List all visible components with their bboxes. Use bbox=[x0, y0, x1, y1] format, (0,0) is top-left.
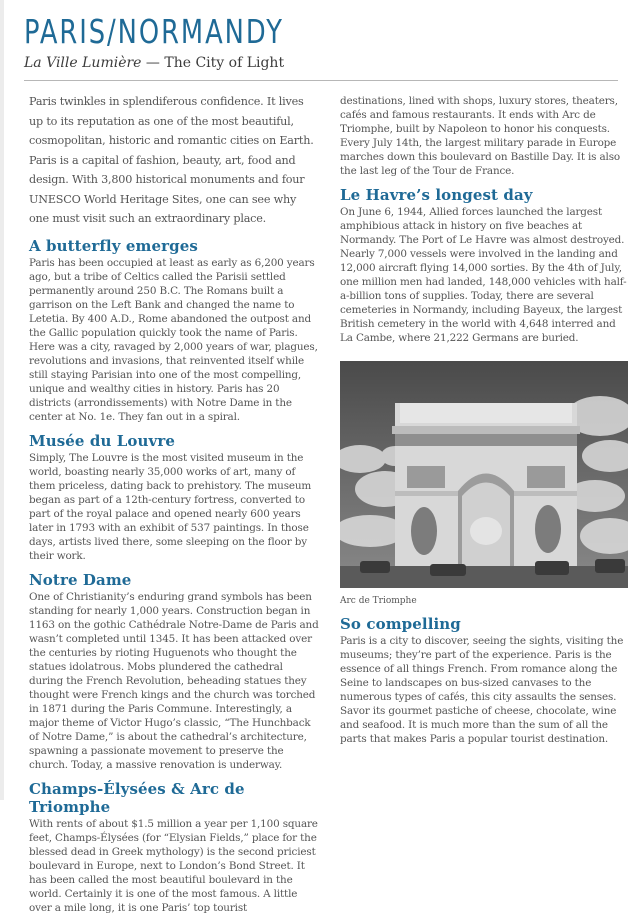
section-heading-le-havre: Le Havre’s longest day bbox=[340, 186, 533, 204]
page-subtitle bbox=[24, 54, 284, 72]
left-column bbox=[29, 92, 319, 915]
section-body-notre-dame: One of Christianity’s enduring grand symbols has been standing for nearly 1,000 years. Construction began in 1163 on the gothic Cathédrale Notre-Dame de Paris and wasn’t completed until 1345. It has been attacked over the centuries by rioting Huguenots who thought the statues idolatrous. Mobs plundered the cathedral during the French Revolution, beheading statues they thought were French kings and the church was torched in 1871 during the Paris Commune. Interestingly, a major theme of Victor Hugo’s classic, “The Hunchback of Notre Dame,” is about the cathedral’s architecture, spawning a passionate movement to preserve the church. Today, a massive renovation is underway. bbox=[29, 590, 319, 771]
section-heading-butterfly: A butterfly emerges bbox=[29, 236, 198, 255]
arch-structure bbox=[392, 403, 580, 578]
page-title: PARIS/NORMANDY bbox=[24, 12, 284, 51]
subtitle-english: — The City of Light bbox=[141, 55, 285, 71]
header-divider bbox=[24, 80, 618, 81]
section-heading-so-compelling: So compelling bbox=[340, 615, 461, 633]
right-column bbox=[340, 94, 630, 746]
section-body-so-compelling: Paris is a city to discover, seeing the sights, visiting the museums; they’re part of the experience. Paris is the essence of all things French. From romance along the Seine to landscapes on bus-sized canvases to the numerous types of cafés, this city assaults the senses. Savor its gourmet pastiche of cheese, chocolate, wine and seafood. It is much more than the sum of all the parts that makes Paris a popular tourist destination. bbox=[340, 635, 624, 745]
page-edge bbox=[0, 0, 4, 800]
section-heading-notre-dame: Notre Dame bbox=[29, 570, 132, 589]
section-heading-louvre: Musée du Louvre bbox=[29, 431, 175, 450]
section-body-le-havre: On June 6, 1944, Allied forces launched the largest amphibious attack in history on five beaches at Normandy. The Port of Le Havre was almost destroyed. Nearly 7,000 vessels were involved in the landing and 12,000 aircraft flying 14,000 sorties. By the 4th of July, one million men had landed, 148,000 vehicles with half-a-billion tons of supplies. Today, there are several cemeteries in Normandy, including Bayeux, the largest British cemetery in the world with 4,648 interred and La Cambe, where 21,222 Germans are buried. bbox=[340, 206, 627, 344]
photo-caption: Arc de Triomphe bbox=[340, 596, 417, 606]
intro-paragraph: Paris twinkles in splendiferous confidence. It lives up to its reputation as one of the most beautiful, cosmopolitan, historic and romantic cities on Earth. Paris is a capital of fashion, beauty, art, food and design. With 3,800 historical monuments and four UNESCO World Heritage Sites, one can see why one must visit such an extraordinary place. bbox=[29, 95, 314, 225]
section-body-champs-elysees-continued: destinations, lined with shops, luxury stores, theaters, cafés and famous restaurants. It ends with Arc de Triomphe, built by Napoleon to honor his conquests. Every July 14th, the largest military parade in Europe marches down this boulevard on Bastille Day. It is also the last leg of the Tour de France. bbox=[340, 95, 621, 177]
section-body-louvre: Simply, The Louvre is the most visited museum in the world, boasting nearly 35,000 works of art, many of them priceless, dating back to prehistory. The museum began as part of a 12th-century fortress, converted to part of the royal palace and opened nearly 600 years later in 1793 with an exhibit of 537 paintings. In those days, artists lived there, some sleeping on the floor by their work. bbox=[29, 451, 312, 562]
section-body-champs-elysees: With rents of about $1.5 million a year per 1,100 square feet, Champs-Élysées (for “Elysian Fields,” place for the blessed dead in Greek mythology) is the second priciest boulevard in Europe, next to London’s Bond Street. It has been called the most beautiful boulevard in the world. Certainly it is one of the most famous. A little over a mile long, it is one Paris’ top tourist bbox=[29, 817, 318, 914]
section-body-butterfly: Paris has been occupied at least as early as 6,200 years ago, but a tribe of Celtics called the Parisii settled permanently around 250 B.C. The Romans built a garrison on the Left Bank and changed the name to Letetia. By 400 A.D., Rome abandoned the outpost and the Gallic population quickly took the name of Paris. Here was a city, ravaged by 2,000 years of war, plagues, revolutions and invasions, that reinvented itself while still staying Parisian into one of the most compelling, unique and wealthy cities in history. Paris has 20 districts (arrondissements) with Notre Dame in the center at No. 1e. They fan out in a spiral. bbox=[29, 256, 318, 423]
arc-de-triomphe-photo bbox=[340, 361, 628, 588]
section-heading-champs-elysees: Champs-Élysées & Arc de Triomphe bbox=[29, 779, 245, 816]
subtitle-french: La Ville Lumière bbox=[24, 55, 142, 71]
arc-de-triomphe-illustration bbox=[340, 361, 628, 588]
